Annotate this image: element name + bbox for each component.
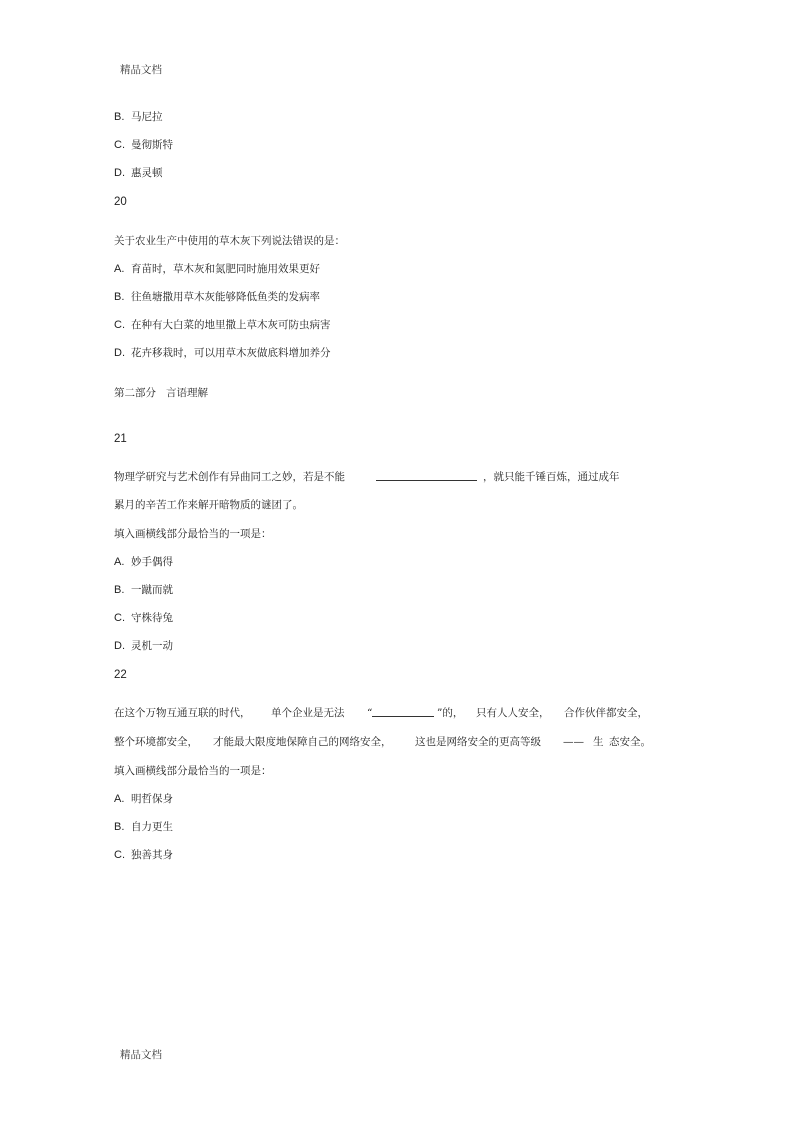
q21-option-d — [114, 639, 173, 653]
q21-option-c — [114, 611, 173, 625]
section-title: 第二部分 言语理解 — [114, 387, 209, 399]
option-text: 独善其身 — [131, 849, 173, 861]
option-text: 灵机一动 — [131, 640, 173, 652]
q21-option-b — [114, 583, 173, 597]
q20-number: 20 — [114, 196, 127, 208]
q22-line2-dash: —— — [563, 736, 584, 748]
q22-quote-open: “ — [367, 707, 373, 719]
option-letter: B. — [114, 821, 125, 833]
q22-quote-close: ”的， — [437, 707, 464, 719]
option-text: 一蹴而就 — [131, 584, 173, 596]
q22-line1-c: 只有人人安全， — [476, 707, 550, 719]
option-text: 育苗时，草木灰和氮肥同时施用效果更好 — [131, 263, 320, 275]
option-text: 自力更生 — [131, 821, 173, 833]
q21-prompt: 填入画横线部分最恰当的一项是： — [114, 528, 272, 540]
q20-stem: 关于农业生产中使用的草木灰下列说法错误的是： — [114, 235, 345, 247]
option-text: 守株待兔 — [131, 612, 173, 624]
q22-line2-b: 才能最大限度地保障自己的网络安全， — [213, 736, 392, 748]
q22-option-c — [114, 848, 173, 862]
q21-line1-a: 物理学研究与艺术创作有异曲同工之妙，若是不能 — [114, 471, 345, 483]
option-text: 妙手偶得 — [131, 556, 173, 568]
page-footer: 精品文档 — [120, 1049, 162, 1061]
option-text: 往鱼塘撒用草木灰能够降低鱼类的发病率 — [131, 291, 320, 303]
q21-line2: 累月的辛苦工作来解开暗物质的谜团了。 — [114, 499, 303, 511]
q19-option-c — [114, 138, 173, 152]
option-letter: A. — [114, 793, 125, 805]
q22-prompt: 填入画横线部分最恰当的一项是： — [114, 765, 272, 777]
q22-line1-d: 合作伙伴都安全， — [564, 707, 648, 719]
option-letter: D. — [114, 640, 125, 652]
q20-option-d — [114, 346, 331, 360]
q21-option-a — [114, 555, 173, 569]
option-letter: B. — [114, 291, 125, 303]
option-text: 马尼拉 — [131, 111, 163, 123]
q22-line2-c: 这也是网络安全的更高等级 — [415, 736, 541, 748]
q22-option-b — [114, 820, 173, 834]
q20-option-c — [114, 318, 331, 332]
q22-line1-a: 在这个万物互通互联的时代， — [114, 707, 251, 719]
option-text: 惠灵顿 — [131, 167, 163, 179]
option-letter: C. — [114, 139, 125, 151]
q22-line2-d: 生 — [593, 736, 604, 748]
q21-blank — [376, 470, 477, 485]
q22-line2-a: 整个环境都安全， — [114, 736, 198, 748]
option-letter: C. — [114, 319, 125, 331]
q21-line1-b: ，就只能千锤百炼，通过成年 — [483, 471, 620, 483]
q22-line2-e: 态安全。 — [609, 736, 651, 748]
q22-blank — [372, 706, 434, 721]
q22-option-a — [114, 792, 173, 806]
q20-option-b — [114, 290, 320, 304]
q22-number: 22 — [114, 669, 127, 681]
page-header: 精品文档 — [120, 64, 162, 76]
option-letter: B. — [114, 111, 125, 123]
q21-number: 21 — [114, 433, 127, 445]
option-text: 曼彻斯特 — [131, 139, 173, 151]
option-text: 花卉移栽时，可以用草木灰做底料增加养分 — [131, 347, 331, 359]
q19-option-d — [114, 166, 163, 180]
option-text: 在种有大白菜的地里撒上草木灰可防虫病害 — [131, 319, 331, 331]
option-letter: A. — [114, 556, 125, 568]
option-letter: D. — [114, 167, 125, 179]
option-letter: A. — [114, 263, 125, 275]
option-letter: C. — [114, 612, 125, 624]
option-letter: D. — [114, 347, 125, 359]
q19-option-b — [114, 110, 163, 124]
q20-option-a — [114, 262, 320, 276]
option-letter: B. — [114, 584, 125, 596]
option-letter: C. — [114, 849, 125, 861]
option-text: 明哲保身 — [131, 793, 173, 805]
q22-line1-b: 单个企业是无法 — [271, 707, 345, 719]
